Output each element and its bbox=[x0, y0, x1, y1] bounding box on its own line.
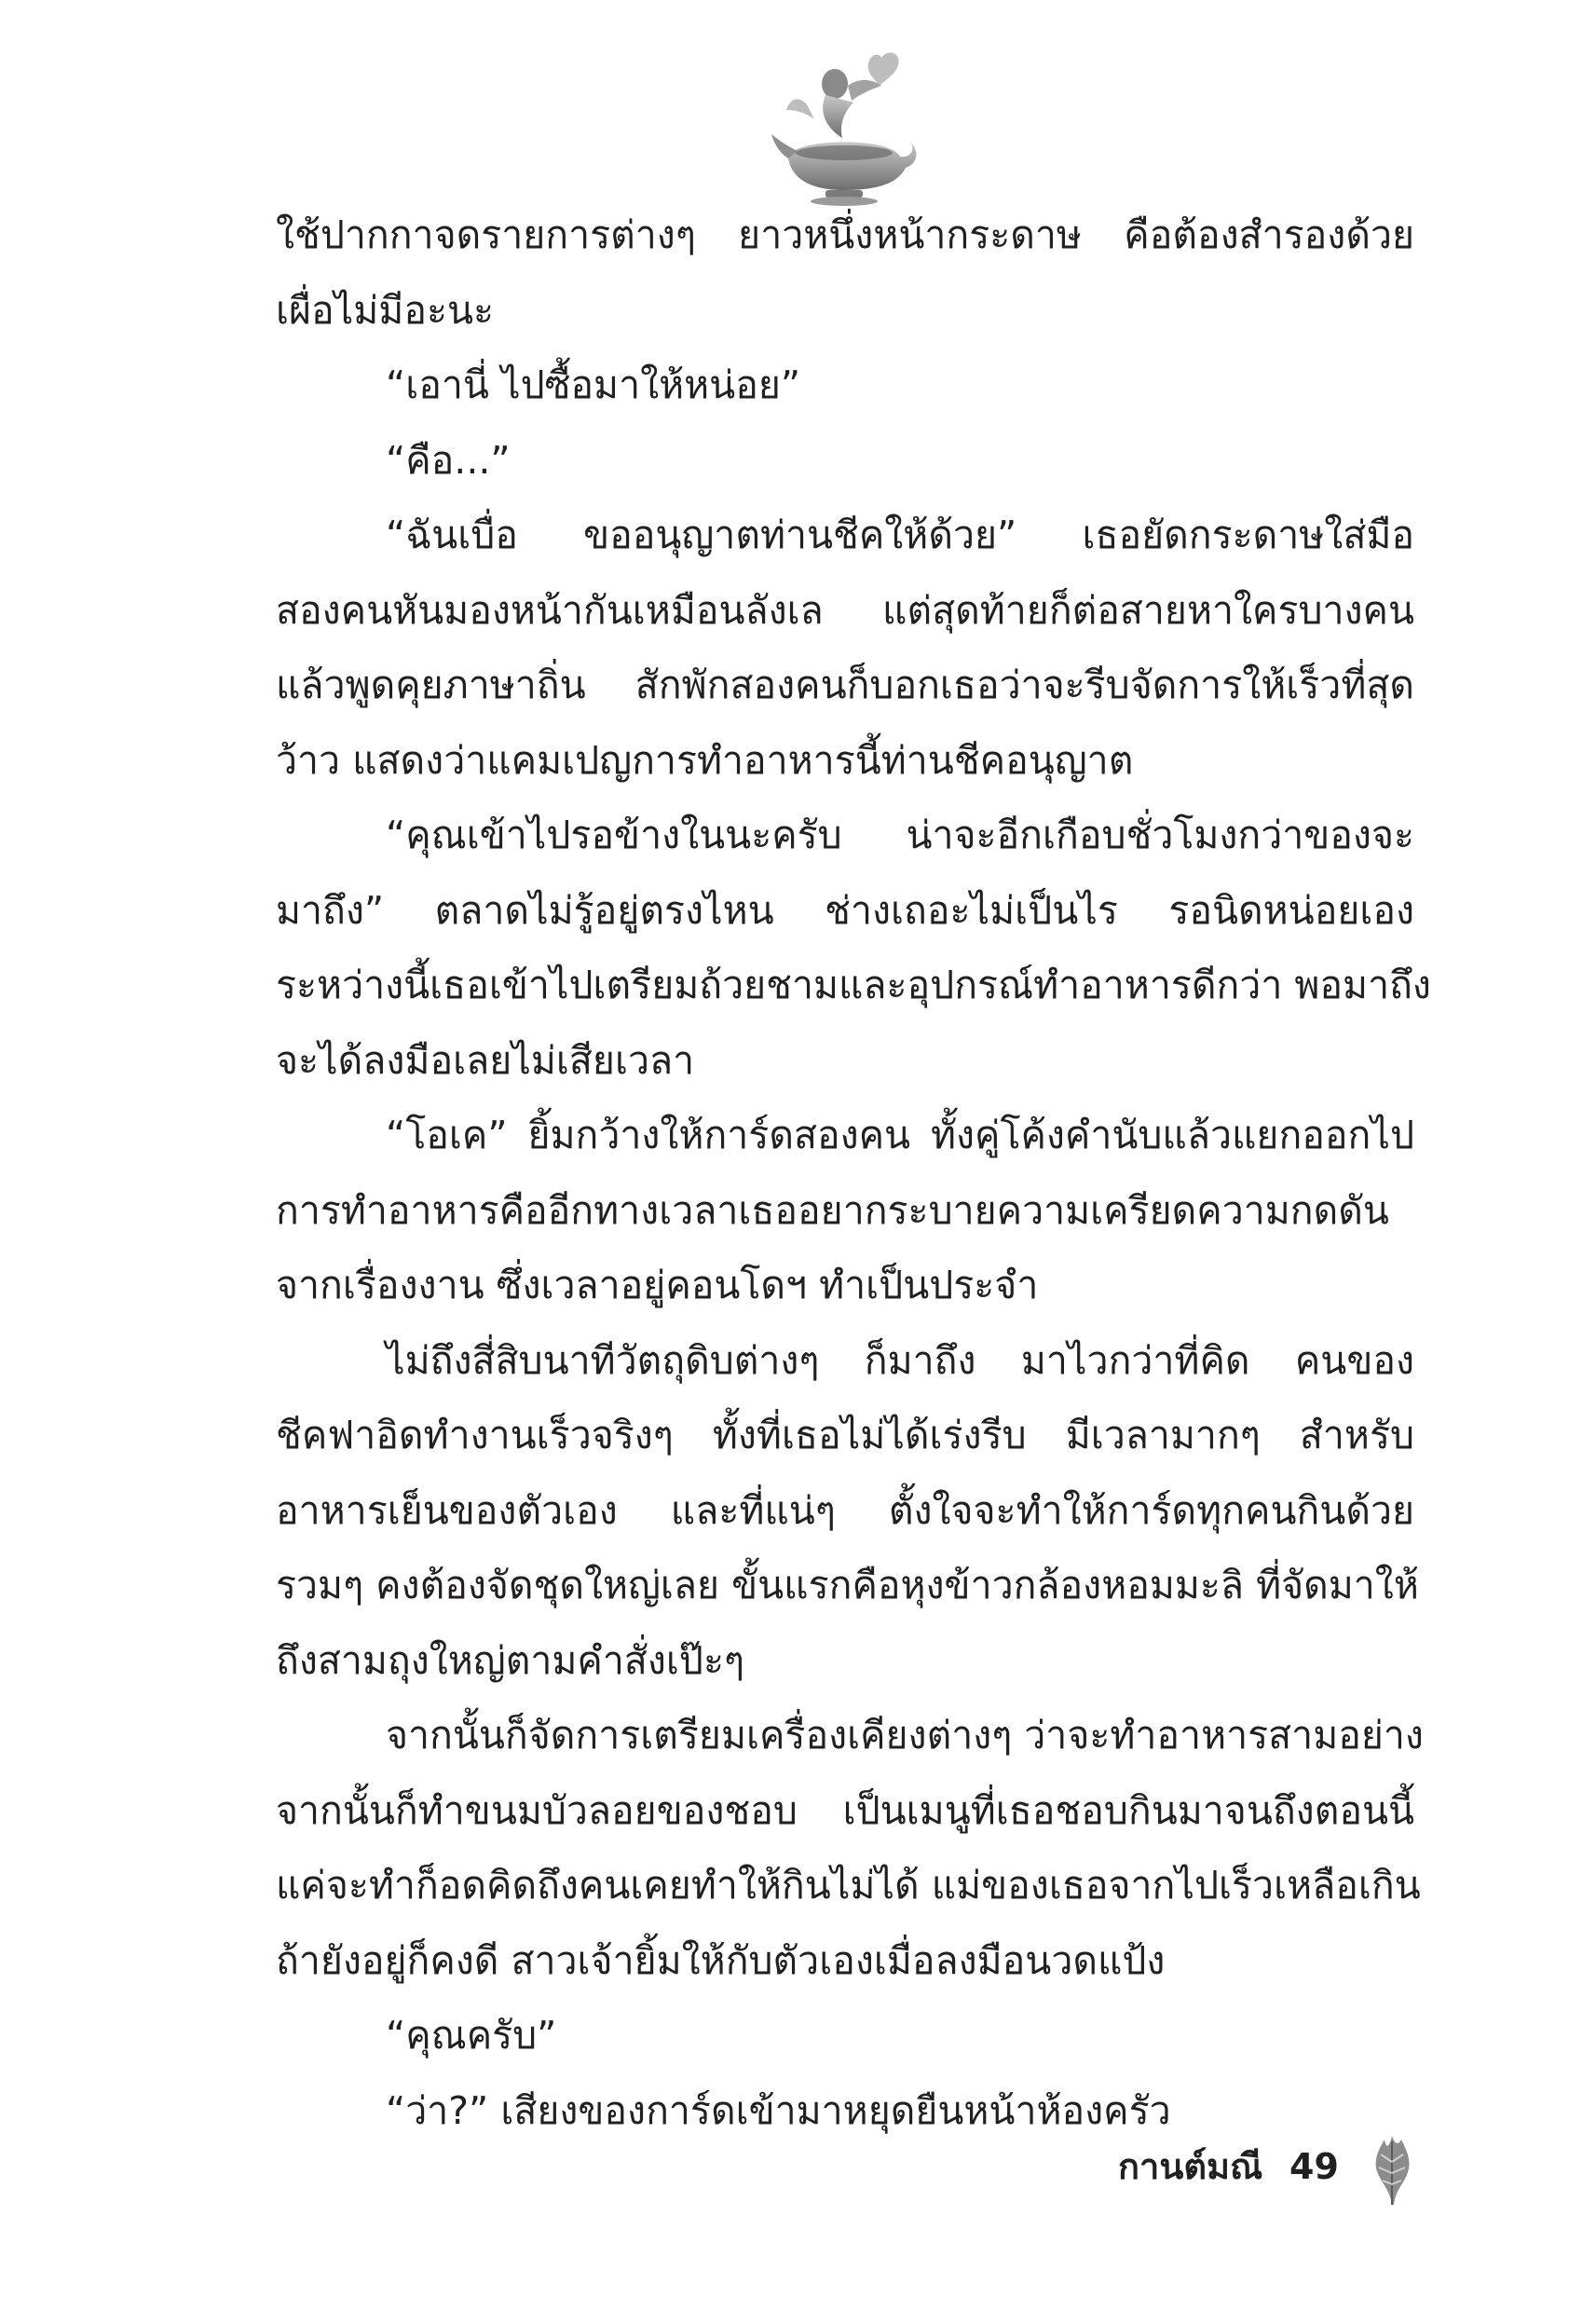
text-line: จากนั้นก็ทำขนมบัวลอยของชอบ เป็นเมนูที่เธอชอบกินมาจนถึงตอนนี้ bbox=[276, 1787, 1414, 1833]
text-line: ไม่ถึงสี่สิบนาทีวัตถุดิบต่างๆ ก็มาถึง มาไวกว่าที่คิด คนของ bbox=[386, 1337, 1414, 1383]
text-line: เผื่อไม่มีอะนะ bbox=[276, 287, 495, 333]
page-number: 49 bbox=[1289, 2146, 1339, 2187]
text-line: จากเรื่องงาน ซึ่งเวลาอยู่คอนโดฯ ทำเป็นประจำ bbox=[276, 1263, 1039, 1307]
text-line: จะได้ลงมือเลยไม่เสียเวลา bbox=[276, 1037, 695, 1083]
text-line: มาถึง” ตลาดไม่รู้อยู่ตรงไหน ช่างเถอะไม่เป็นไร รอนิดหน่อยเอง bbox=[276, 887, 1414, 933]
text-line: ว้าว แสดงว่าแคมเปญการทำอาหารนี้ท่านชีคอนุญาต bbox=[276, 737, 1134, 783]
text-line: “เอานี่ ไปซื้อมาให้หน่อย” bbox=[386, 362, 801, 407]
text-line: ถึงสามถุงใหญ่ตามคำสั่งเป๊ะๆ bbox=[276, 1637, 744, 1683]
text-line: “คุณครับ” bbox=[386, 2013, 557, 2058]
teapot-fairy-ornament-icon bbox=[770, 48, 919, 207]
feather-icon bbox=[1368, 2134, 1416, 2207]
text-line: อาหารเย็นของตัวเอง และที่แน่ๆ ตั้งใจจะทำให้การ์ดทุกคนกินด้วย bbox=[276, 1487, 1414, 1533]
book-title: กานต์มณี bbox=[1118, 2146, 1263, 2187]
text-line: “ว่า?” เสียงของการ์ดเข้ามาหยุดยืนหน้าห้องครัว bbox=[386, 2087, 1171, 2133]
text-line: แค่จะทำก็อดคิดถึงคนเคยทำให้กินไม่ได้ แม่ของเธอจากไปเร็วเหลือเกิน bbox=[276, 1863, 1421, 1908]
story-text bbox=[276, 198, 1431, 2148]
text-line: “โอเค” ยิ้มกว้างให้การ์ดสองคน ทั้งคู่โค้งคำนับแล้วแยกออกไป bbox=[386, 1113, 1414, 1157]
text-line: ระหว่างนี้เธอเข้าไปเตรียมถ้วยชามและอุปกรณ์ทำอาหารดีกว่า พอมาถึง bbox=[276, 963, 1431, 1007]
text-line: ใช้ปากกาจดรายการต่างๆ ยาวหนึ่งหน้ากระดาษ คือต้องสำรองด้วย bbox=[276, 212, 1414, 257]
text-line: สองคนหันมองหน้ากันเหมือนลังเล แต่สุดท้ายก็ต่อสายหาใครบางคน bbox=[276, 587, 1414, 633]
page-footer bbox=[0, 2134, 1596, 2199]
text-line: รวมๆ คงต้องจัดชุดใหญ่เลย ขั้นแรกคือหุงข้าวกล้องหอมมะลิ ที่จัดมาให้ bbox=[276, 1563, 1419, 1607]
text-line: จากนั้นก็จัดการเตรียมเครื่องเคียงต่างๆ ว่าจะทำอาหารสามอย่าง bbox=[386, 1713, 1424, 1757]
text-line: ชีคฟาอิดทำงานเร็วจริงๆ ทั้งที่เธอไม่ได้เร่งรีบ มีเวลามากๆ สำหรับ bbox=[276, 1413, 1414, 1457]
text-line: การทำอาหารคืออีกทางเวลาเธออยากระบายความเครียดความกดดัน bbox=[276, 1187, 1389, 1233]
text-line: แล้วพูดคุยภาษาถิ่น สักพักสองคนก็บอกเธอว่าจะรีบจัดการให้เร็วที่สุด bbox=[276, 663, 1414, 707]
text-line: “คุณเข้าไปรอข้างในนะครับ น่าจะอีกเกือบชั่วโมงกว่าของจะ bbox=[386, 813, 1414, 857]
text-line: “คือ...” bbox=[386, 437, 511, 483]
text-line: “ฉันเบื่อ ขออนุญาตท่านชีคให้ด้วย” เธอยัดกระดาษใส่มือ bbox=[386, 513, 1414, 557]
text-line: ถ้ายังอยู่ก็คงดี สาวเจ้ายิ้มให้กับตัวเองเมื่อลงมือนวดแป้ง bbox=[276, 1937, 1166, 1983]
